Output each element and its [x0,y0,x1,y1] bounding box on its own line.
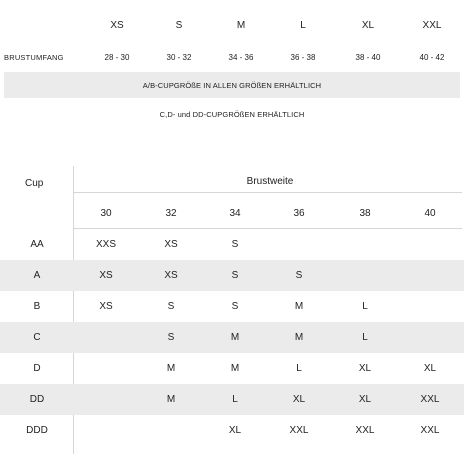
bust-circumference-label: BRUSTUMFANG [4,53,64,62]
size-cell: XL [423,363,437,374]
size-header-xxl: XXL [422,20,442,31]
range-xxl: 40 - 42 [419,53,445,62]
width-header-38: 38 [359,208,371,219]
table-row [0,322,464,353]
table-row [0,415,464,446]
cd-cup-availability-band: C,D- und DD-CUPGRÖßEN ERHÄLTLICH [159,109,305,119]
size-cell: L [362,332,368,343]
range-l: 36 - 38 [290,53,316,62]
range-s: 30 - 32 [166,53,192,62]
size-header-xs: XS [110,20,124,31]
width-header-40: 40 [424,208,436,219]
size-cell: XXL [289,425,309,436]
size-cell: XXS [95,239,117,250]
size-header-row [0,10,464,40]
size-cell: XXL [355,425,375,436]
range-xl: 38 - 40 [355,53,381,62]
cup-table [0,160,464,460]
table-row [0,229,464,260]
size-cell: M [294,332,304,343]
size-cell: S [231,270,239,281]
width-header-30: 30 [100,208,112,219]
header-divider [74,192,462,193]
cup-label: AA [30,239,44,250]
table-row [0,291,464,322]
size-cell: M [230,332,240,343]
size-cell: XXL [420,394,440,405]
size-header-m: M [236,20,246,31]
size-header-l: L [300,20,306,31]
size-cell: XL [292,394,306,405]
size-cell: XS [99,301,113,312]
size-header-s: S [175,20,183,31]
size-header-xl: XL [361,20,375,31]
cup-label: DDD [26,425,48,436]
table-row [0,353,464,384]
range-m: 34 - 36 [228,53,254,62]
width-header-36: 36 [293,208,305,219]
size-cell: S [231,301,239,312]
width-header-34: 34 [229,208,241,219]
size-cell: M [166,394,176,405]
table-row [0,260,464,291]
size-cell: S [295,270,303,281]
size-cell: L [232,394,238,405]
size-cell: XS [164,239,178,250]
range-xs: 28 - 30 [104,53,130,62]
cup-label: D [33,363,41,374]
size-cell: M [166,363,176,374]
size-cell: XS [99,270,113,281]
cup-label: B [33,301,41,312]
size-cell: L [362,301,368,312]
cup-header: Cup [25,178,44,189]
size-cell: M [230,363,240,374]
size-cell: XL [358,394,372,405]
size-cell: S [167,332,175,343]
size-cell: L [296,363,302,374]
bust-width-header: Brustweite [246,176,294,187]
cup-label: A [33,270,41,281]
size-cell: S [231,239,239,250]
cup-label: C [33,332,41,343]
width-header-32: 32 [165,208,177,219]
size-cell: XL [358,363,372,374]
bust-circumference-row [0,44,464,72]
size-cell: M [294,301,304,312]
ab-cup-availability-band: A/B-CUPGRÖßE IN ALLEN GRÖßEN ERHÄLTLICH [4,72,460,98]
cup-label: DD [29,394,45,405]
size-cell: S [167,301,175,312]
size-cell: XL [228,425,242,436]
size-cell: XXL [420,425,440,436]
size-cell: XS [164,270,178,281]
table-row [0,384,464,415]
